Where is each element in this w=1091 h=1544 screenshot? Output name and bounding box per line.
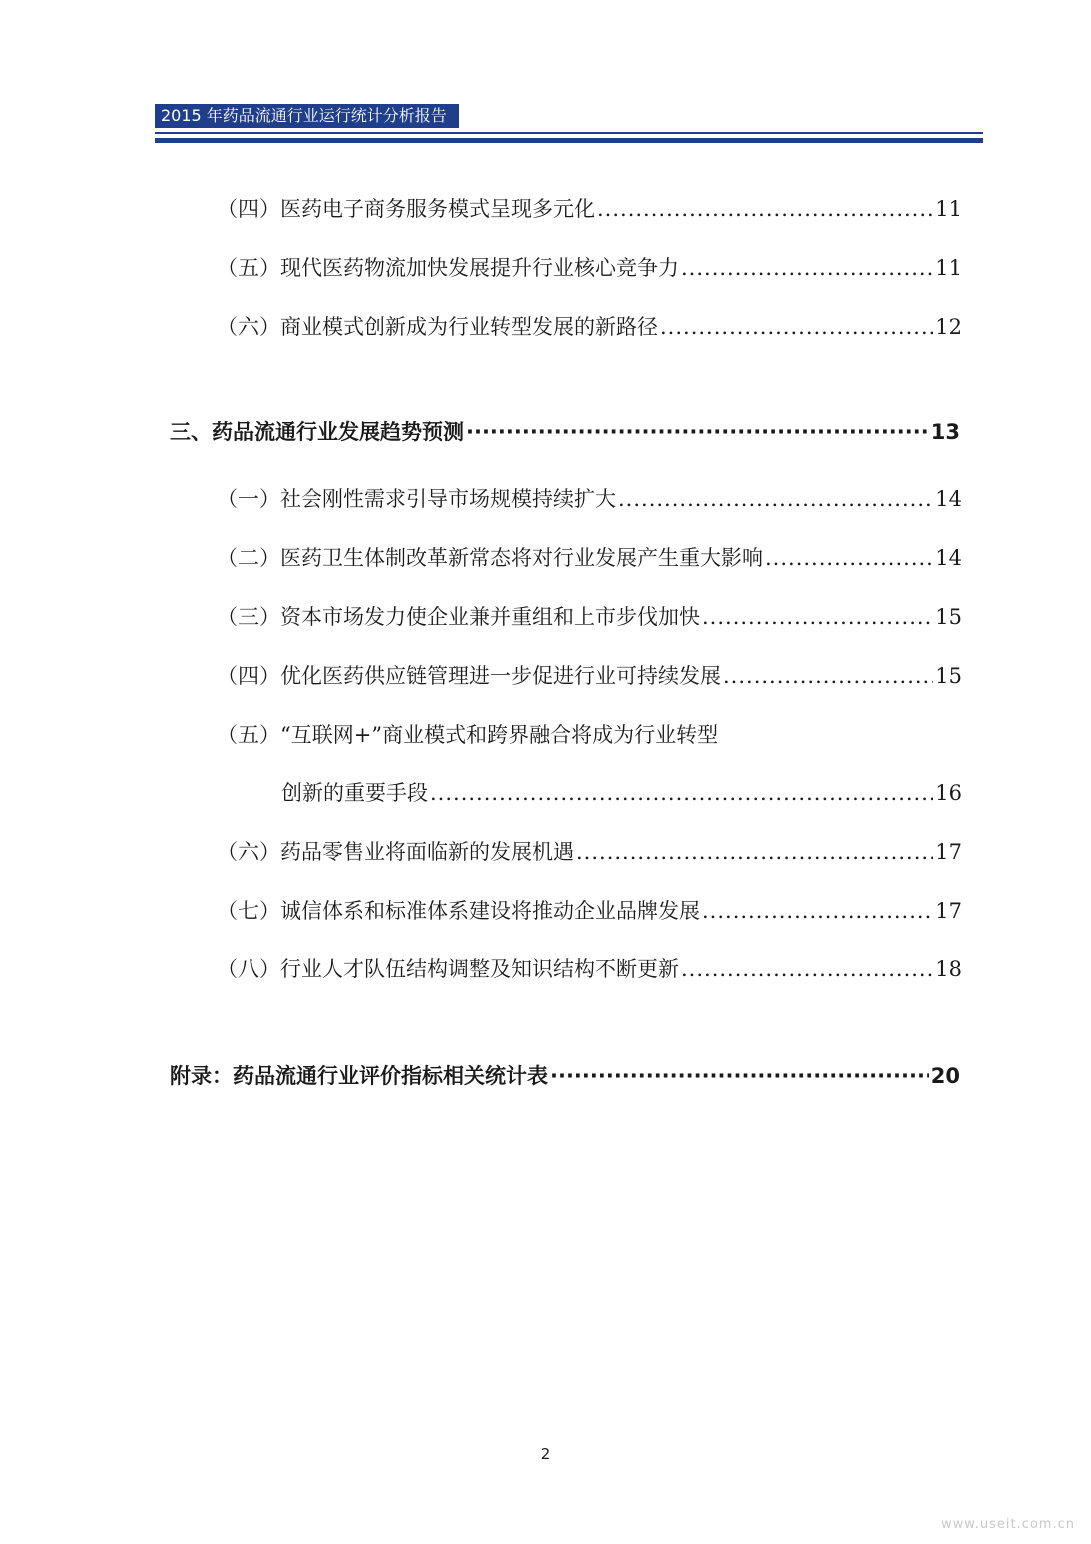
- toc-entry-page: 15: [935, 664, 962, 688]
- toc-entry-label: （七）诚信体系和标准体系建设将推动企业品牌发展: [217, 899, 700, 923]
- toc-entry-page: 12: [935, 315, 962, 339]
- toc-leader-dots: [681, 256, 933, 280]
- toc-leader-dots: [660, 315, 933, 339]
- toc-entry-label: （三）资本市场发力使企业兼并重组和上市步伐加快: [217, 605, 700, 629]
- toc-entry[interactable]: [217, 660, 962, 690]
- toc-leader-dots: [430, 781, 933, 805]
- toc-entry-label: （六）药品零售业将面临新的发展机遇: [217, 840, 574, 864]
- toc-appendix-label: 附录：药品流通行业评价指标相关统计表: [170, 1064, 548, 1088]
- toc-entry-label: （八）行业人才队伍结构调整及知识结构不断更新: [217, 957, 679, 981]
- header-divider-thick: [155, 138, 983, 143]
- toc-leader-dots: [618, 487, 933, 511]
- toc-entry-first-line[interactable]: （五）“互联网+”商业模式和跨界融合将成为行业转型: [217, 723, 719, 747]
- toc-entry[interactable]: [217, 953, 962, 983]
- toc-entry-page: 18: [935, 957, 962, 981]
- toc-appendix-page: 20: [930, 1064, 960, 1088]
- toc-entry-label: （四）优化医药供应链管理进一步促进行业可持续发展: [217, 664, 721, 688]
- toc-leader-dots: [765, 546, 933, 570]
- toc-entry-page: 14: [935, 487, 962, 511]
- toc-leader-dots: [702, 899, 933, 923]
- toc-appendix-heading[interactable]: [170, 1060, 960, 1090]
- toc-entry-label: （二）医药卫生体制改革新常态将对行业发展产生重大影响: [217, 546, 763, 570]
- toc-entry-page: 17: [935, 899, 962, 923]
- toc-entry[interactable]: [281, 777, 962, 807]
- toc-entry-page: 17: [935, 840, 962, 864]
- toc-entry[interactable]: [217, 836, 962, 866]
- toc-section-page: 13: [930, 420, 960, 444]
- toc-entry[interactable]: [217, 252, 962, 282]
- toc-entry-label: （一）社会刚性需求引导市场规模持续扩大: [217, 487, 616, 511]
- toc-entry-page: 11: [935, 197, 962, 221]
- toc-entry-label: （四）医药电子商务服务模式呈现多元化: [217, 197, 595, 221]
- toc-leader-dots: [702, 605, 933, 629]
- toc-entry[interactable]: [217, 311, 962, 341]
- toc-entry-page: 14: [935, 546, 962, 570]
- site-watermark: www.useit.com.cn: [941, 1517, 1075, 1532]
- toc-section-label: 三、药品流通行业发展趋势预测: [170, 420, 464, 444]
- toc-entry-label: （六）商业模式创新成为行业转型发展的新路径: [217, 315, 658, 339]
- toc-entry-page: 15: [935, 605, 962, 629]
- toc-leader-dots: [681, 957, 933, 981]
- toc-entry[interactable]: [217, 542, 962, 572]
- toc-entry-label: （五）现代医药物流加快发展提升行业核心竞争力: [217, 256, 679, 280]
- toc-entry-page: 16: [935, 781, 962, 805]
- toc-leader-dots: [597, 197, 933, 221]
- header-divider-thin: [155, 132, 983, 134]
- toc-entry[interactable]: [217, 483, 962, 513]
- toc-leader-dots: [466, 420, 929, 444]
- toc-leader-dots: [723, 664, 933, 688]
- page-number: 2: [540, 1445, 551, 1463]
- toc-entry-page: 11: [935, 256, 962, 280]
- report-header-title: 2015 年药品流通行业运行统计分析报告: [155, 104, 459, 128]
- toc-entry[interactable]: [217, 193, 962, 223]
- toc-entry[interactable]: [217, 895, 962, 925]
- toc-entry-label: 创新的重要手段: [281, 781, 428, 805]
- toc-entry[interactable]: [217, 601, 962, 631]
- toc-section-heading[interactable]: [170, 416, 960, 446]
- toc-leader-dots: [576, 840, 933, 864]
- toc-leader-dots: [550, 1064, 929, 1088]
